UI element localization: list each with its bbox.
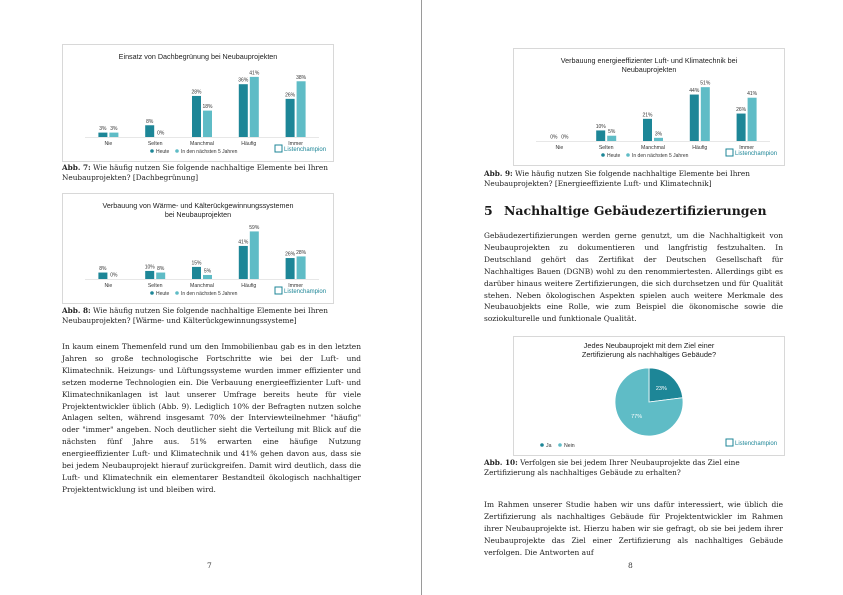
legend-swatch-0 — [150, 291, 154, 295]
bar-naechste — [109, 133, 118, 137]
page-left — [0, 0, 421, 595]
caption-fig-8-label: Abb. 8: — [62, 306, 91, 315]
legend-swatch-1 — [175, 291, 179, 295]
data-label: 8% — [146, 118, 154, 125]
chart-title: Jedes Neubauprojekt mit dem Ziel einer — [583, 341, 715, 350]
legend-swatch-1 — [558, 443, 562, 447]
chart-waermerueckgewinnung — [62, 193, 334, 304]
data-label: 26% — [285, 92, 296, 99]
category-label: Manchmal — [641, 145, 665, 151]
data-label: 0% — [550, 134, 558, 141]
category-label: Immer — [288, 283, 303, 289]
category-label: Häufig — [241, 283, 257, 289]
bar-naechste — [250, 231, 259, 279]
bar-naechste — [297, 81, 306, 137]
category-label: Immer — [288, 141, 303, 147]
chart-title: Neubauprojekten — [621, 65, 677, 74]
body-paragraph-right-1: Gebäudezertifizierungen werden gerne genutzt, um die Nachhaltigkeit von Neubauprojekten zu dokumentieren und langfristig festzuhalten. In Deutschland gehört das Zertifikat der Deutschen Gesellschaft für Nachhaltiges Bauen (DGNB) wohl zu den renommiertesten. Allerdings gibt es darüber hinaus weitere Zertifizierungen, die sich durchsetzen und für Qualität stehen. Neben ökologischen Aspekten spielen auch weitere Merkmale des Neubauobjekts eine Rolle, wie zum Beispiel die ökonomische sowie die soziokulturelle und funktionale Qualität. — [484, 231, 783, 324]
caption-fig-8 — [62, 306, 362, 325]
chart-title: Verbauung energieeffizienter Luft- und Klimatechnik bei — [560, 56, 738, 65]
legend-label-1: In den nächsten 5 Jahren — [632, 153, 689, 159]
data-label: 28% — [191, 89, 202, 96]
bar-heute — [239, 84, 248, 137]
body-paragraph-left: In kaum einem Themenfeld rund um den Immobilienbau gab es in den letzten Jahren so große technologische Fortschritte wie bei der Luft- und Klimatechnik. Heizungs- und Lüftungssysteme wurden immer effizienter und setzen moderne Technologien ein. Die Verbauung energieeffizienter Luft- und Klimatechnikanlagen ist laut unserer Umfrage bereits heute für viele Projektentwickler üblich (Abb. 9). Lediglich 10% der Befragten nutzen solche Anlagen selten, während insgesamt 70% der Interviewteilnehmer "häufig" oder "immer" angeben. Noch deutlicher sieht die Verteilung mit Blick auf die nächsten fünf Jahre aus. 51% erwarten eine häufige Nutzung energieeffizienter Luft- und Klimatechnik und 41% gehen davon aus, dass sie bei jedem Neubauprojekt hierauf zurückgreifen. Damit wird deutlich, dass die Luft- und Klimatechnik ein elementarer Bestandteil ökologisch nachhaltiger Projektentwicklung ist und bleiben wird. — [62, 342, 361, 494]
listenchampion-logo-icon — [275, 287, 282, 294]
chart-title: Einsatz von Dachbegrünung bei Neubauprojekten — [118, 52, 278, 61]
bar-heute — [737, 114, 746, 141]
data-label: 3% — [654, 131, 663, 138]
legend-swatch-1 — [626, 153, 630, 157]
legend-label-1: Nein — [564, 443, 575, 449]
category-label: Selten — [147, 283, 163, 289]
data-label: 41% — [249, 70, 260, 77]
bar-heute — [643, 119, 652, 141]
listenchampion-logo-icon — [275, 145, 282, 152]
category-label: Manchmal — [190, 141, 214, 147]
brand-name: Listenchampion — [284, 147, 327, 153]
caption-fig-9-text: Wie häufig nutzen Sie folgende nachhaltige Elemente bei Ihren Neubauprojekten? [Energieeffiziente Luft- und Klimatechnik] — [484, 169, 750, 188]
bar-naechste — [607, 136, 616, 141]
data-label: 0% — [561, 134, 569, 141]
data-label: 59% — [249, 224, 260, 231]
section-title: Nachhaltige Gebäudezertifizierungen — [504, 203, 767, 218]
data-label: 3% — [99, 126, 107, 133]
category-label: Häufig — [692, 145, 708, 151]
brand-name: Listenchampion — [735, 151, 778, 157]
chart-zertifizierung-pie — [513, 336, 785, 456]
legend-swatch-0 — [540, 443, 544, 447]
data-label: 8% — [99, 266, 107, 273]
data-label: 26% — [285, 251, 296, 258]
bar-heute — [286, 99, 295, 137]
bar-heute — [98, 273, 107, 279]
data-label: 26% — [736, 107, 747, 114]
page-number-left: 7 — [207, 561, 212, 570]
data-label: 8% — [157, 266, 165, 273]
legend-label-1: In den nächsten 5 Jahren — [181, 149, 238, 155]
data-label: 15% — [191, 260, 202, 267]
category-label: Nie — [555, 145, 564, 151]
slice-label: 77% — [631, 414, 643, 421]
bar-naechste — [748, 98, 757, 141]
bar-heute — [145, 271, 154, 279]
listenchampion-logo-icon — [726, 439, 733, 446]
body-paragraph-right-2: Im Rahmen unserer Studie haben wir uns dafür interessiert, wie üblich die Zertifizierung als nachhaltiges Gebäude für Projektentwickler im Rahmen ihrer Neubauprojekte ist. Hierzu haben wir sie gefragt, ob sie bei jedem ihrer Neubauprojekte das Ziel einer Zertifizierung als nachhaltiges Gebäude verfolgen. Die Antworten auf — [484, 500, 783, 557]
caption-fig-7-text: Wie häufig nutzen Sie folgende nachhaltige Elemente bei Ihren Neubauprojekten? [Dachbegrünung] — [62, 163, 328, 182]
bar-heute — [596, 130, 605, 141]
category-label: Selten — [598, 145, 614, 151]
bar-naechste — [654, 138, 663, 141]
data-label: 41% — [747, 91, 758, 98]
caption-fig-10-label: Abb. 10: — [484, 458, 518, 467]
caption-fig-9 — [484, 169, 784, 188]
page-right — [422, 0, 843, 595]
bar-naechste — [203, 111, 212, 137]
data-label: 28% — [296, 249, 307, 256]
brand-name: Listenchampion — [284, 289, 327, 295]
legend-swatch-0 — [150, 149, 154, 153]
bar-heute — [192, 96, 201, 137]
brand-name: Listenchampion — [735, 441, 778, 447]
data-label: 10% — [144, 264, 155, 271]
bar-heute — [98, 133, 107, 137]
legend-swatch-0 — [601, 153, 605, 157]
slice-label: 23% — [655, 385, 667, 392]
data-label: 0% — [110, 272, 118, 279]
section-number: 5 — [484, 203, 493, 218]
legend-label-0: Heute — [156, 149, 170, 155]
chart-title: Zertifizierung als nachhaltiges Gebäude? — [581, 350, 717, 359]
caption-fig-8-text: Wie häufig nutzen Sie folgende nachhaltige Elemente bei Ihren Neubauprojekten? [Wärme- und Kälterückgewinnungssysteme] — [62, 306, 328, 325]
listenchampion-logo-icon — [726, 149, 733, 156]
data-label: 21% — [642, 112, 653, 119]
bar-naechste — [156, 273, 165, 279]
bar-heute — [286, 258, 295, 279]
chart-title: Verbauung von Wärme- und Kälterückgewinnungssystemen — [102, 201, 294, 210]
bar-heute — [192, 267, 201, 279]
data-label: 41% — [238, 239, 249, 246]
bar-naechste — [203, 275, 212, 279]
caption-fig-10-text: Verfolgen sie bei jedem Ihrer Neubauprojekte das Ziel eine Zertifizierung als nachhaltiges Gebäude zu erhalten? — [484, 458, 740, 477]
data-label: 18% — [202, 104, 213, 111]
caption-fig-7 — [62, 163, 362, 182]
legend-label-0: Ja — [546, 443, 552, 449]
chart-klimatechnik — [513, 48, 785, 166]
caption-fig-10 — [484, 458, 784, 477]
category-label: Selten — [147, 141, 163, 147]
data-label: 10% — [595, 123, 606, 130]
data-label: 38% — [296, 74, 307, 81]
caption-fig-9-label: Abb. 9: — [484, 169, 513, 178]
legend-label-0: Heute — [607, 153, 621, 159]
caption-fig-7-label: Abb. 7: — [62, 163, 91, 172]
data-label: 5% — [608, 129, 616, 136]
legend-swatch-1 — [175, 149, 179, 153]
bar-heute — [145, 125, 154, 137]
bar-heute — [239, 246, 248, 279]
legend-label-1: In den nächsten 5 Jahren — [181, 291, 238, 297]
category-label: Nie — [104, 283, 113, 289]
category-label: Häufig — [241, 141, 257, 147]
data-label: 44% — [689, 88, 700, 95]
bar-heute — [690, 95, 699, 141]
data-label: 5% — [203, 268, 212, 275]
page-number-right: 8 — [628, 561, 633, 570]
chart-title: bei Neubauprojekten — [164, 210, 232, 219]
chart-dachbegruenung — [62, 44, 334, 162]
data-label: 3% — [110, 126, 118, 133]
category-label: Immer — [739, 145, 754, 151]
section-heading — [484, 203, 767, 218]
data-label: 51% — [700, 80, 711, 87]
bar-naechste — [297, 256, 306, 279]
data-label: 36% — [238, 77, 249, 84]
category-label: Manchmal — [190, 283, 214, 289]
data-label: 0% — [157, 130, 165, 137]
legend-label-0: Heute — [156, 291, 170, 297]
category-label: Nie — [104, 141, 113, 147]
bar-naechste — [250, 77, 259, 137]
bar-naechste — [701, 87, 710, 141]
